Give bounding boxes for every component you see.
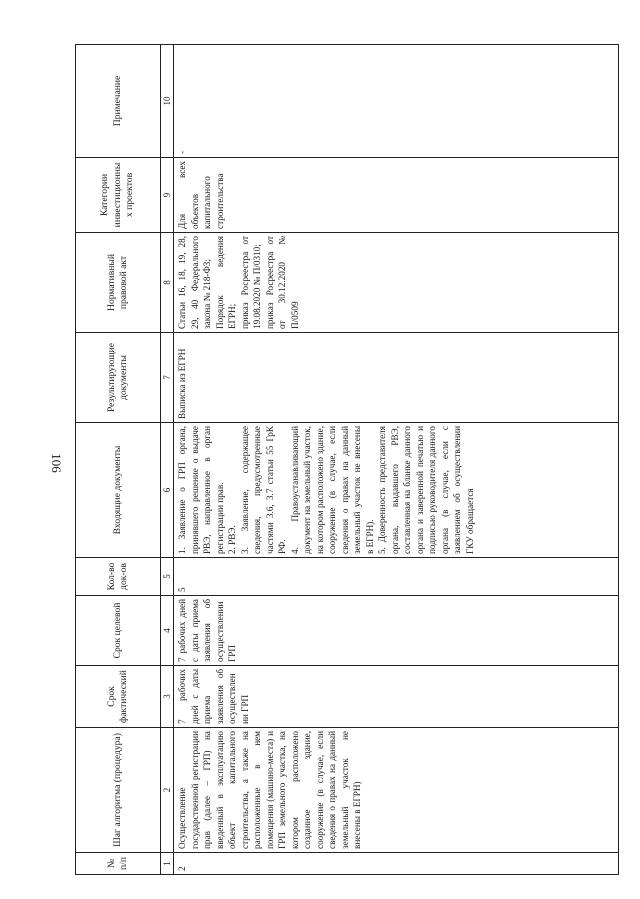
column-number: 6 — [161, 423, 174, 558]
cell-result-docs: Выписка из ЕГРН — [174, 333, 619, 423]
header-row — [76, 45, 161, 875]
column-number: 10 — [161, 45, 174, 158]
header-result-docs: Результирующие документы — [76, 333, 161, 423]
header-target-term: Срок целевой — [76, 596, 161, 666]
column-number-row — [161, 45, 174, 875]
header-docs-count: Кол-во док-ов — [76, 558, 161, 596]
cell-legal-act: Статьи 16, 18, 19, 28, 29, 40 Федерального закона № 218-ФЗ; Порядок ведения ЕГРН; приказ Росреестра от 19.08.2020 № П/0310; приказ Росреестра от от 30.12.2020 № П/0509 — [174, 233, 619, 333]
cell-actual-term: 7 рабочих дней с даты приема заявления об осуществлении ГРП — [174, 666, 619, 728]
cell-categories: Для всех объектов капитального строительства — [174, 158, 619, 233]
column-number: 4 — [161, 596, 174, 666]
header-note: Примечание — [76, 45, 161, 158]
column-number: 1 — [161, 853, 174, 875]
cell-step: Осуществление государственной регистрации прав (далее – ГРП) на введенный в эксплуатацию объект капитального строительства, а также на расположенные в нем помещения (машино-места) и ГРП земельного участка, на котором расположено созданное здание, сооружение (в случае, если сведения о правах на данный земельный участок не внесены в ЕГРН) — [174, 728, 619, 853]
cell-docs-count: 5 — [174, 558, 619, 596]
header-actual-term: Срок фактический — [76, 666, 161, 728]
cell-note: - — [174, 45, 619, 158]
cell-num: 2 — [174, 853, 619, 875]
header-input-docs: Входящие документы — [76, 423, 161, 558]
table-row — [174, 45, 619, 875]
header-legal-act: Нормативный правовой акт — [76, 233, 161, 333]
procedure-table — [75, 44, 619, 875]
column-number: 2 — [161, 728, 174, 853]
header-step: Шаг алгоритма (процедура) — [76, 728, 161, 853]
column-number: 5 — [161, 558, 174, 596]
column-number: 8 — [161, 233, 174, 333]
column-number: 3 — [161, 666, 174, 728]
column-number: 7 — [161, 333, 174, 423]
column-number: 9 — [161, 158, 174, 233]
rotated-table-wrapper — [75, 45, 630, 875]
page-number: 106 — [49, 453, 64, 473]
cell-target-term: 7 рабочих дней с даты приема заявления об осуществлении ГРП — [174, 596, 619, 666]
header-categories: Категории инвестиционных проектов — [76, 158, 161, 233]
cell-input-docs: 1. Заявление о ГРП органа, принявшего решение о выдаче РВЭ, направленное в орган регистрации прав. 2. РВЭ. 3. Заявление, содержащее сведения, предусмотренные частями 3.6, 3.7 статьи 55 ГрК РФ. 4. Правоустанавливающий документ на земельный участок, на котором расположено здание, сооружение (в случае, если сведения о правах на данный земельный участок не внесены в ЕГРН). 5. Доверенность представителя органа, выдавшего РВЭ, составленная на бланке данного органа и заверенной печатью и подписью руководителя данного органа (в случае, если с заявлением об осуществлении ГКУ обращается — [174, 423, 619, 558]
header-num: № п/п — [76, 853, 161, 875]
